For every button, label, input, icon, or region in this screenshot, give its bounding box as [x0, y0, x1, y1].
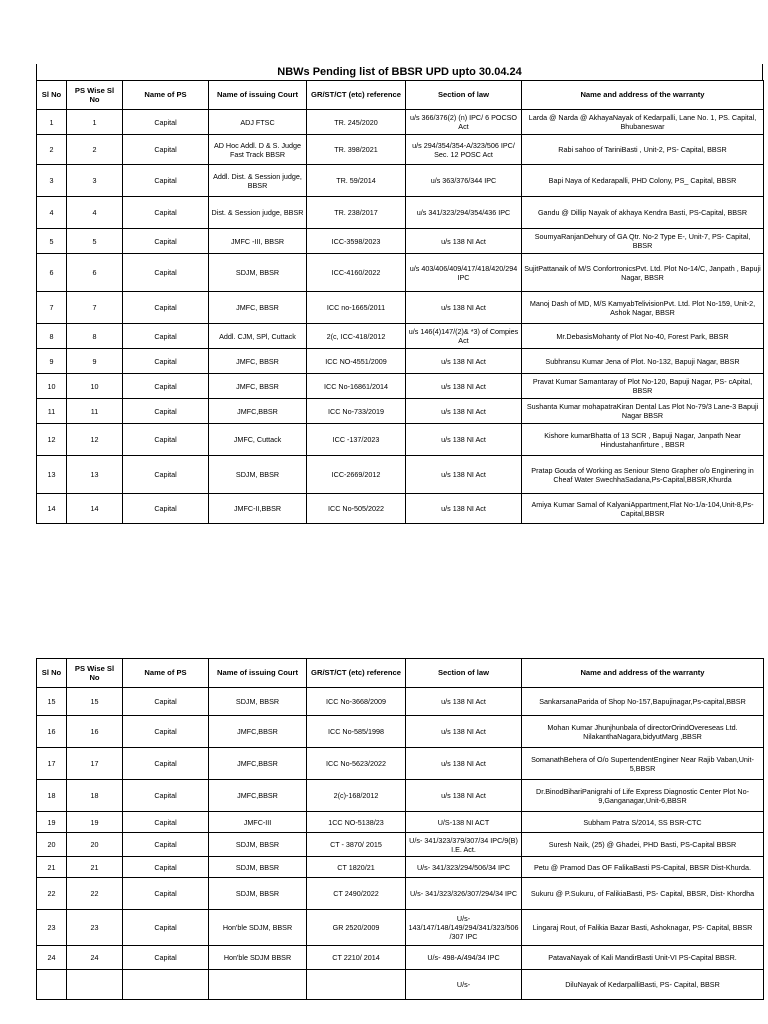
- cell-name-of-ps: Capital: [123, 946, 209, 970]
- cell-sl-no: [37, 970, 67, 1000]
- cell-section-of-law: u/s 138 NI Act: [406, 399, 522, 424]
- header-ps-wise-sl-no: PS Wise Sl No: [67, 81, 123, 110]
- cell-section-of-law: U/s- 341/323/294/506/34 IPC: [406, 857, 522, 878]
- header-issuing-court: Name of issuing Court: [209, 659, 307, 688]
- header-warranty-address: Name and address of the warranty: [522, 659, 764, 688]
- cell-ps-wise-sl-no: [67, 970, 123, 1000]
- cell-warranty-address: SoumyaRanjanDehury of GA Qtr. No-2 Type E-, Unit-7, PS- Capital, BBSR: [522, 229, 764, 254]
- cell-name-of-ps: Capital: [123, 349, 209, 374]
- cell-name-of-ps: Capital: [123, 688, 209, 716]
- cell-section-of-law: u/s 138 NI Act: [406, 229, 522, 254]
- cell-sl-no: 9: [37, 349, 67, 374]
- cell-ps-wise-sl-no: 17: [67, 748, 123, 780]
- cell-reference: ICC No-3668/2009: [307, 688, 406, 716]
- cell-name-of-ps: Capital: [123, 857, 209, 878]
- cell-reference: GR 2520/2009: [307, 910, 406, 946]
- cell-name-of-ps: Capital: [123, 374, 209, 399]
- cell-name-of-ps: Capital: [123, 716, 209, 748]
- cell-sl-no: 11: [37, 399, 67, 424]
- cell-sl-no: 3: [37, 165, 67, 197]
- document-title: NBWs Pending list of BBSR UPD upto 30.04.24: [36, 64, 763, 80]
- header-section-of-law: Section of law: [406, 81, 522, 110]
- cell-issuing-court: SDJM, BBSR: [209, 254, 307, 292]
- table-row: [37, 324, 764, 349]
- cell-ps-wise-sl-no: 9: [67, 349, 123, 374]
- table-row: [37, 970, 764, 1000]
- cell-reference: 2(c)-168/2012: [307, 780, 406, 812]
- cell-section-of-law: u/s 341/323/294/354/436 IPC: [406, 197, 522, 229]
- cell-section-of-law: u/s 146(4)147/(2)& *3) of Compies Act: [406, 324, 522, 349]
- cell-sl-no: 12: [37, 424, 67, 456]
- cell-issuing-court: JMFC-II,BBSR: [209, 494, 307, 524]
- cell-sl-no: 15: [37, 688, 67, 716]
- header-reference: GR/ST/CT (etc) reference: [307, 81, 406, 110]
- cell-ps-wise-sl-no: 19: [67, 812, 123, 833]
- cell-issuing-court: Addl. Dist. & Session judge, BBSR: [209, 165, 307, 197]
- cell-section-of-law: u/s 138 NI Act: [406, 456, 522, 494]
- cell-reference: 1CC NO-5138/23: [307, 812, 406, 833]
- cell-ps-wise-sl-no: 24: [67, 946, 123, 970]
- table-row: [37, 688, 764, 716]
- warrant-table-1: [36, 80, 764, 524]
- header-ps-wise-sl-no: PS Wise Sl No: [67, 659, 123, 688]
- cell-issuing-court: JMFC,BBSR: [209, 716, 307, 748]
- header-issuing-court: Name of issuing Court: [209, 81, 307, 110]
- cell-ps-wise-sl-no: 8: [67, 324, 123, 349]
- cell-ps-wise-sl-no: 16: [67, 716, 123, 748]
- cell-warranty-address: Rabi sahoo of TariniBasti , Unit-2, PS- Capital, BBSR: [522, 135, 764, 165]
- table-row: [37, 946, 764, 970]
- cell-name-of-ps: Capital: [123, 292, 209, 324]
- cell-sl-no: 13: [37, 456, 67, 494]
- table-row: [37, 833, 764, 857]
- cell-sl-no: 21: [37, 857, 67, 878]
- table-header-row: [37, 659, 764, 688]
- cell-reference: CT 2210/ 2014: [307, 946, 406, 970]
- cell-reference: ICC No-585/1998: [307, 716, 406, 748]
- cell-sl-no: 10: [37, 374, 67, 399]
- cell-reference: ICC No-733/2019: [307, 399, 406, 424]
- cell-warranty-address: Dr.BinodBihariPanigrahi of Life Express Diagnostic Center Plot No-9,Ganganagar,Unit-6,BBSR: [522, 780, 764, 812]
- cell-warranty-address: Bapi Naya of Kedarapalli, PHD Colony, PS_ Capital, BBSR: [522, 165, 764, 197]
- cell-warranty-address: Petu @ Pramod Das OF FalikaBasti PS-Capital, BBSR Dist-Khurda.: [522, 857, 764, 878]
- cell-reference: 2(c, ICC-418/2012: [307, 324, 406, 349]
- cell-issuing-court: SDJM, BBSR: [209, 456, 307, 494]
- cell-sl-no: 24: [37, 946, 67, 970]
- header-name-of-ps: Name of PS: [123, 659, 209, 688]
- cell-warranty-address: SujitPattanaik of M/S ConfortronicsPvt. Ltd. Plot No-14/C, Janpath , Bapuji Nagar, BBSR: [522, 254, 764, 292]
- cell-sl-no: 16: [37, 716, 67, 748]
- cell-issuing-court: JMFC-III: [209, 812, 307, 833]
- cell-warranty-address: Mohan Kumar Jhunjhunbala of directorOrindOvereseas Ltd. NilakanthaNagara,bidyutMarg ,BBSR: [522, 716, 764, 748]
- cell-sl-no: 17: [37, 748, 67, 780]
- cell-reference: ICC No-505/2022: [307, 494, 406, 524]
- cell-issuing-court: Dist. & Session judge, BBSR: [209, 197, 307, 229]
- cell-ps-wise-sl-no: 1: [67, 110, 123, 135]
- cell-warranty-address: Larda @ Narda @ AkhayaNayak of Kedarpalli, Lane No. 1, PS. Capital, Bhubaneswar: [522, 110, 764, 135]
- cell-warranty-address: Sushanta Kumar mohapatraKiran Dental Las Plot No-79/3 Lane-3 Bapuji Nagar BBSR: [522, 399, 764, 424]
- cell-section-of-law: U/S-138 NI ACT: [406, 812, 522, 833]
- cell-section-of-law: U/s- 341/323/326/307/294/34 IPC: [406, 878, 522, 910]
- cell-name-of-ps: Capital: [123, 780, 209, 812]
- cell-section-of-law: u/s 403/406/409/417/418/420/294 IPC: [406, 254, 522, 292]
- cell-name-of-ps: Capital: [123, 254, 209, 292]
- cell-name-of-ps: Capital: [123, 456, 209, 494]
- cell-sl-no: 7: [37, 292, 67, 324]
- cell-reference: TR. 238/2017: [307, 197, 406, 229]
- cell-name-of-ps: Capital: [123, 910, 209, 946]
- table-row: [37, 748, 764, 780]
- cell-section-of-law: U/s- 143/147/148/149/294/341/323/506/307 IPC: [406, 910, 522, 946]
- cell-name-of-ps: Capital: [123, 110, 209, 135]
- cell-reference: ICC No-16861/2014: [307, 374, 406, 399]
- table-row: [37, 292, 764, 324]
- cell-ps-wise-sl-no: 14: [67, 494, 123, 524]
- cell-warranty-address: Kishore kumarBhatta of 13 SCR , Bapuji Nagar, Janpath Near Hindustahanfirture , BBSR: [522, 424, 764, 456]
- cell-reference: ICC-4160/2022: [307, 254, 406, 292]
- cell-reference: TR. 398/2021: [307, 135, 406, 165]
- cell-warranty-address: Sukuru @ P.Sukuru, of FalikiaBasti, PS- Capital, BBSR, Dist- Khordha: [522, 878, 764, 910]
- table-row: [37, 399, 764, 424]
- cell-reference: CT - 3870/ 2015: [307, 833, 406, 857]
- cell-issuing-court: JMFC, Cuttack: [209, 424, 307, 456]
- cell-section-of-law: U/s- 498-A/494/34 IPC: [406, 946, 522, 970]
- cell-section-of-law: U/s-: [406, 970, 522, 1000]
- table-row: [37, 812, 764, 833]
- cell-section-of-law: u/s 366/376(2) (n) IPC/ 6 POCSO Act: [406, 110, 522, 135]
- cell-section-of-law: u/s 138 NI Act: [406, 494, 522, 524]
- cell-warranty-address: Pratap Gouda of Working as Seniour Steno Grapher o/o Enginering in Cheaf Water SwechhaSadana,Ps-Capital,BBSR,Khurda: [522, 456, 764, 494]
- cell-warranty-address: Pravat Kumar Samantaray of Plot No-120, Bapuji Nagar, PS- cApital, BBSR: [522, 374, 764, 399]
- cell-name-of-ps: Capital: [123, 229, 209, 254]
- cell-issuing-court: JMFC, BBSR: [209, 292, 307, 324]
- cell-ps-wise-sl-no: 18: [67, 780, 123, 812]
- header-reference: GR/ST/CT (etc) reference: [307, 659, 406, 688]
- table-row: [37, 857, 764, 878]
- cell-warranty-address: Subham Patra S/2014, SS BSR-CTC: [522, 812, 764, 833]
- table-row: [37, 254, 764, 292]
- cell-section-of-law: u/s 138 NI Act: [406, 424, 522, 456]
- cell-ps-wise-sl-no: 3: [67, 165, 123, 197]
- cell-issuing-court: Hon'ble SDJM BBSR: [209, 946, 307, 970]
- cell-ps-wise-sl-no: 12: [67, 424, 123, 456]
- cell-ps-wise-sl-no: 7: [67, 292, 123, 324]
- table-header-row: [37, 81, 764, 110]
- cell-section-of-law: u/s 138 NI Act: [406, 748, 522, 780]
- table-body: [37, 110, 764, 524]
- cell-ps-wise-sl-no: 20: [67, 833, 123, 857]
- cell-name-of-ps: Capital: [123, 324, 209, 349]
- table-body: [37, 688, 764, 1000]
- cell-name-of-ps: Capital: [123, 494, 209, 524]
- cell-issuing-court: JMFC,BBSR: [209, 748, 307, 780]
- cell-issuing-court: JMFC, BBSR: [209, 349, 307, 374]
- cell-issuing-court: JMFC -III, BBSR: [209, 229, 307, 254]
- cell-issuing-court: AD Hoc Addl. D & S. Judge Fast Track BBSR: [209, 135, 307, 165]
- cell-reference: ICC NO-4551/2009: [307, 349, 406, 374]
- cell-name-of-ps: Capital: [123, 165, 209, 197]
- cell-section-of-law: u/s 294/354/354-A/323/506 IPC/ Sec. 12 POSC Act: [406, 135, 522, 165]
- cell-issuing-court: Hon'ble SDJM, BBSR: [209, 910, 307, 946]
- cell-warranty-address: Suresh Naik, (25) @ Ghadei, PHD Basti, PS-Capital BBSR: [522, 833, 764, 857]
- cell-section-of-law: u/s 138 NI Act: [406, 292, 522, 324]
- cell-reference: ICC No-5623/2022: [307, 748, 406, 780]
- cell-sl-no: 20: [37, 833, 67, 857]
- cell-sl-no: 14: [37, 494, 67, 524]
- cell-warranty-address: SankarsanaParida of Shop No-157,Bapujinagar,Ps-capital,BBSR: [522, 688, 764, 716]
- cell-ps-wise-sl-no: 23: [67, 910, 123, 946]
- cell-reference: ICC -137/2023: [307, 424, 406, 456]
- cell-name-of-ps: Capital: [123, 833, 209, 857]
- table-row: [37, 456, 764, 494]
- cell-ps-wise-sl-no: 5: [67, 229, 123, 254]
- table-row: [37, 494, 764, 524]
- cell-issuing-court: SDJM, BBSR: [209, 688, 307, 716]
- cell-sl-no: 4: [37, 197, 67, 229]
- cell-issuing-court: Addl. CJM, SPl, Cuttack: [209, 324, 307, 349]
- header-sl-no: Sl No: [37, 81, 67, 110]
- cell-ps-wise-sl-no: 15: [67, 688, 123, 716]
- cell-name-of-ps: Capital: [123, 424, 209, 456]
- cell-section-of-law: U/s- 341/323/379/307/34 IPC/9(B) I.E. Act.: [406, 833, 522, 857]
- cell-name-of-ps: Capital: [123, 878, 209, 910]
- cell-section-of-law: u/s 138 NI Act: [406, 374, 522, 399]
- table-row: [37, 878, 764, 910]
- cell-ps-wise-sl-no: 21: [67, 857, 123, 878]
- cell-sl-no: 8: [37, 324, 67, 349]
- cell-ps-wise-sl-no: 4: [67, 197, 123, 229]
- cell-name-of-ps: Capital: [123, 748, 209, 780]
- header-sl-no: Sl No: [37, 659, 67, 688]
- table-row: [37, 910, 764, 946]
- cell-warranty-address: Amiya Kumar Samal of KalyaniAppartment,Flat No-1/a-104,Unit-8,Ps-Capital,BBSR: [522, 494, 764, 524]
- cell-section-of-law: u/s 138 NI Act: [406, 780, 522, 812]
- cell-ps-wise-sl-no: 13: [67, 456, 123, 494]
- cell-warranty-address: Subhransu Kumar Jena of Plot. No-132, Bapuji Nagar, BBSR: [522, 349, 764, 374]
- cell-reference: ICC no-1665/2011: [307, 292, 406, 324]
- table-row: [37, 716, 764, 748]
- cell-ps-wise-sl-no: 10: [67, 374, 123, 399]
- cell-sl-no: 2: [37, 135, 67, 165]
- cell-warranty-address: Manoj Dash of MD, M/S KamyabTelivisionPvt. Ltd. Plot No-159, Unit-2, Ashok Nagar, BBSR: [522, 292, 764, 324]
- cell-name-of-ps: [123, 970, 209, 1000]
- cell-warranty-address: Gandu @ Dillip Nayak of akhaya Kendra Basti, PS-Capital, BBSR: [522, 197, 764, 229]
- cell-ps-wise-sl-no: 11: [67, 399, 123, 424]
- cell-ps-wise-sl-no: 2: [67, 135, 123, 165]
- cell-reference: [307, 970, 406, 1000]
- cell-section-of-law: u/s 363/376/344 IPC: [406, 165, 522, 197]
- cell-name-of-ps: Capital: [123, 812, 209, 833]
- warrant-table-2: [36, 658, 764, 1000]
- cell-issuing-court: JMFC, BBSR: [209, 374, 307, 399]
- cell-sl-no: 22: [37, 878, 67, 910]
- cell-sl-no: 6: [37, 254, 67, 292]
- cell-issuing-court: SDJM, BBSR: [209, 857, 307, 878]
- cell-ps-wise-sl-no: 6: [67, 254, 123, 292]
- cell-reference: ICC-3598/2023: [307, 229, 406, 254]
- header-section-of-law: Section of law: [406, 659, 522, 688]
- cell-sl-no: 23: [37, 910, 67, 946]
- cell-section-of-law: u/s 138 NI Act: [406, 349, 522, 374]
- cell-issuing-court: JMFC,BBSR: [209, 399, 307, 424]
- cell-warranty-address: Mr.DebasisMohanty of Plot No-40, Forest Park, BBSR: [522, 324, 764, 349]
- cell-reference: CT 1820/21: [307, 857, 406, 878]
- cell-name-of-ps: Capital: [123, 399, 209, 424]
- cell-reference: TR. 59/2014: [307, 165, 406, 197]
- table-row: [37, 110, 764, 135]
- cell-reference: ICC-2669/2012: [307, 456, 406, 494]
- table-row: [37, 424, 764, 456]
- cell-sl-no: 18: [37, 780, 67, 812]
- cell-warranty-address: Lingaraj Rout, of Falikia Bazar Basti, Ashoknagar, PS- Capital, BBSR: [522, 910, 764, 946]
- cell-sl-no: 19: [37, 812, 67, 833]
- cell-name-of-ps: Capital: [123, 135, 209, 165]
- cell-sl-no: 5: [37, 229, 67, 254]
- cell-reference: TR. 245/2020: [307, 110, 406, 135]
- cell-reference: CT 2490/2022: [307, 878, 406, 910]
- cell-warranty-address: PatavaNayak of Kali MandirBasti Unit-VI PS-Capital BBSR.: [522, 946, 764, 970]
- cell-issuing-court: [209, 970, 307, 1000]
- cell-section-of-law: u/s 138 NI Act: [406, 716, 522, 748]
- cell-warranty-address: SomanathBehera of O/o SupertendentEnginer Near Rajib Vaban,Unit-5,BBSR: [522, 748, 764, 780]
- cell-issuing-court: SDJM, BBSR: [209, 833, 307, 857]
- table-row: [37, 780, 764, 812]
- cell-sl-no: 1: [37, 110, 67, 135]
- cell-name-of-ps: Capital: [123, 197, 209, 229]
- table-row: [37, 349, 764, 374]
- table-row: [37, 374, 764, 399]
- cell-issuing-court: ADJ FTSC: [209, 110, 307, 135]
- cell-ps-wise-sl-no: 22: [67, 878, 123, 910]
- cell-warranty-address: DiluNayak of KedarpalliBasti, PS- Capital, BBSR: [522, 970, 764, 1000]
- table-row: [37, 165, 764, 197]
- header-name-of-ps: Name of PS: [123, 81, 209, 110]
- table-row: [37, 229, 764, 254]
- cell-section-of-law: u/s 138 NI Act: [406, 688, 522, 716]
- table-row: [37, 135, 764, 165]
- cell-issuing-court: SDJM, BBSR: [209, 878, 307, 910]
- header-warranty-address: Name and address of the warranty: [522, 81, 764, 110]
- cell-issuing-court: JMFC,BBSR: [209, 780, 307, 812]
- table-row: [37, 197, 764, 229]
